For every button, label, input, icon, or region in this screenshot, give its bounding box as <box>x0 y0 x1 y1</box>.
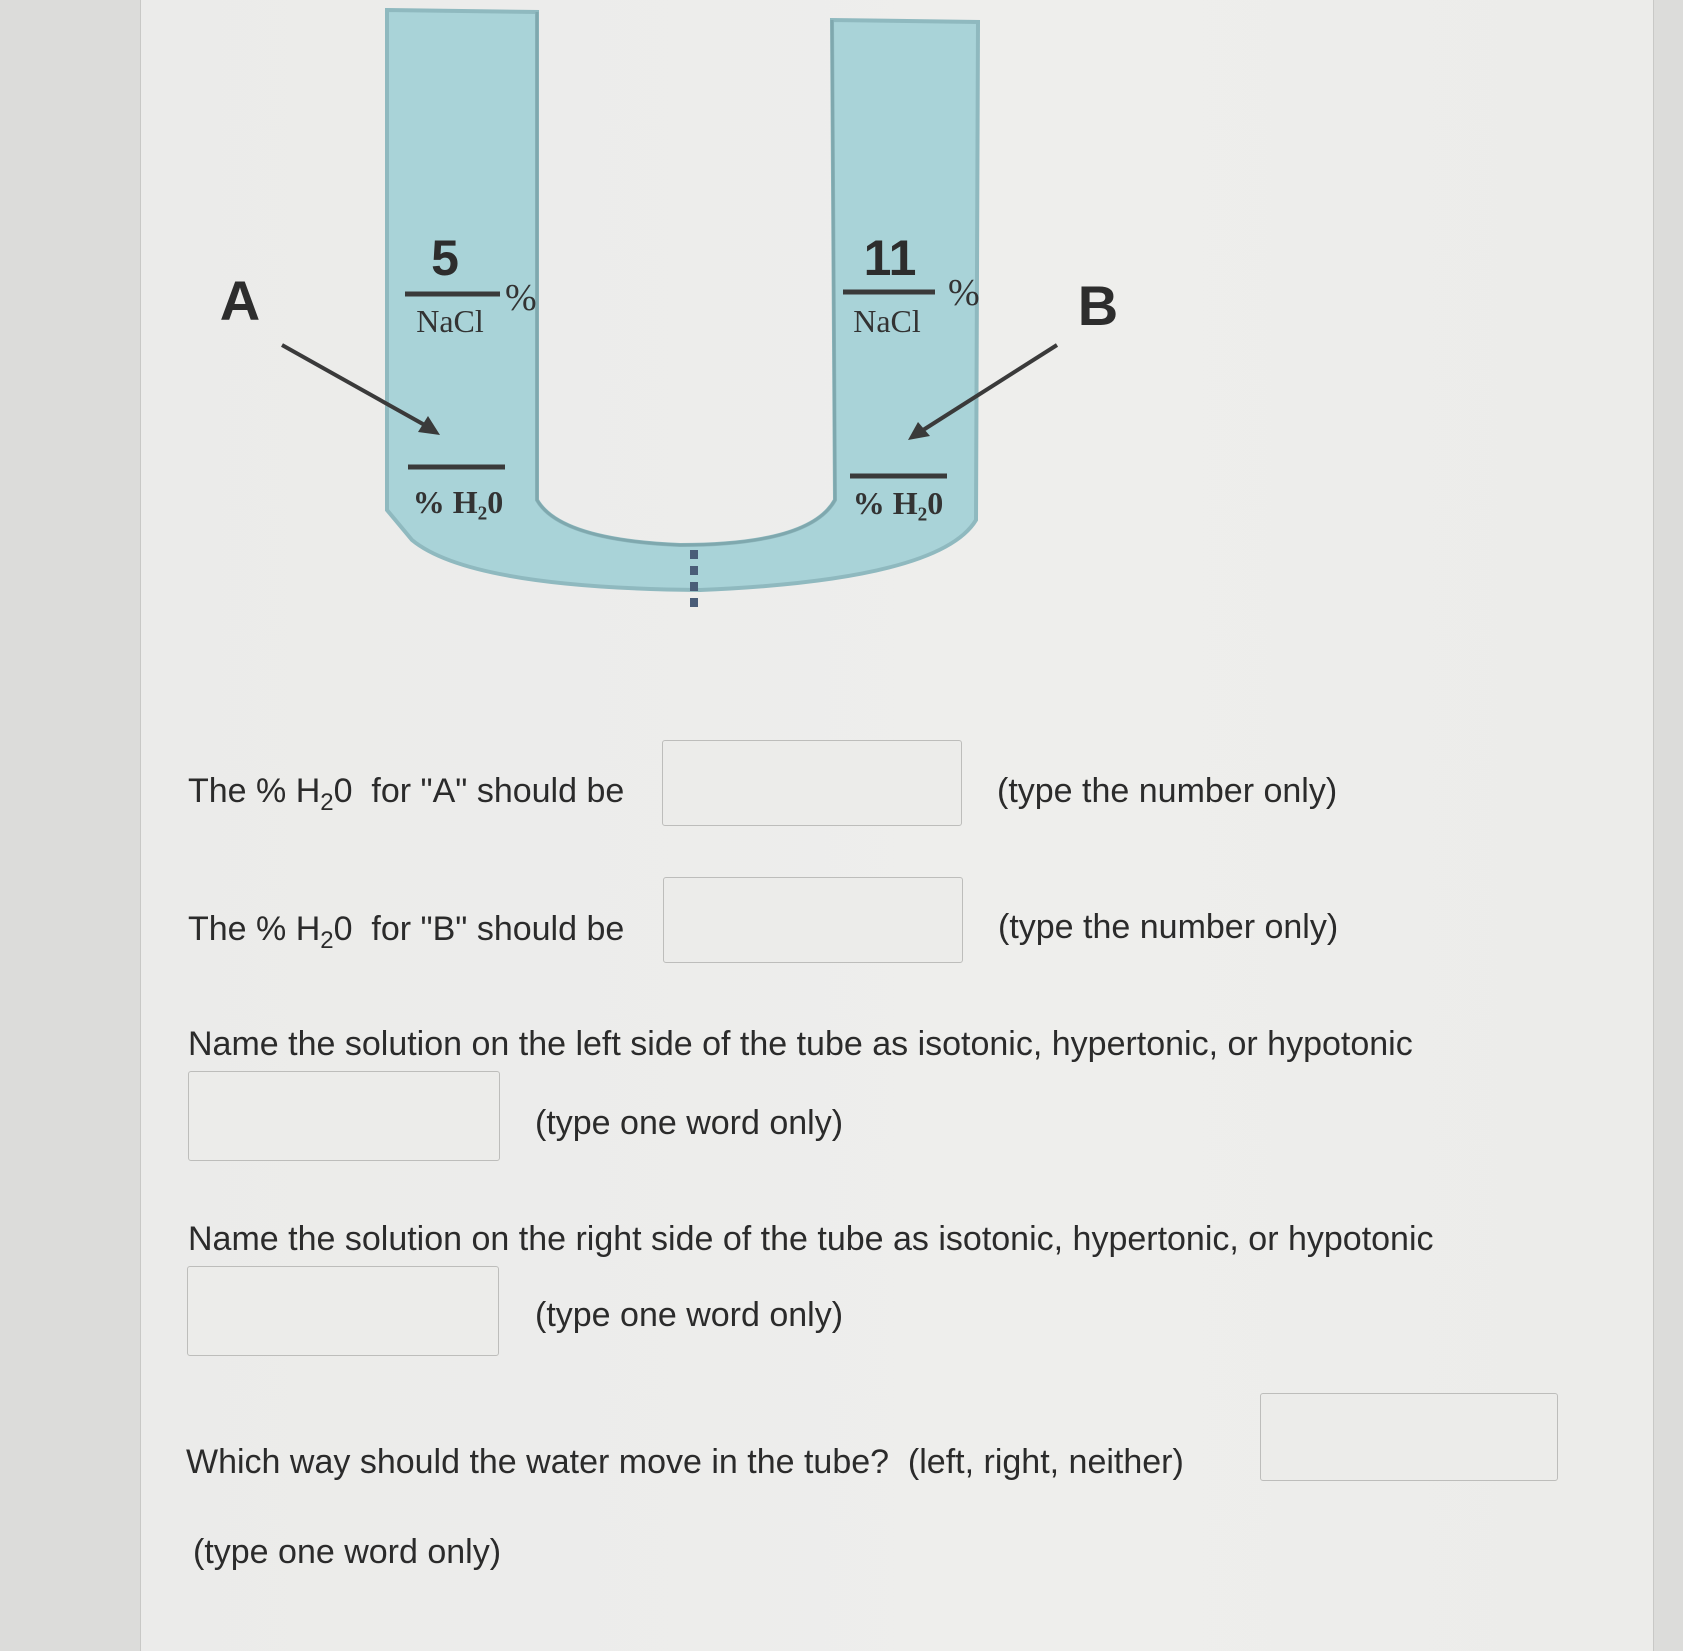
right-h2o-label: % H₂0 <box>852 485 944 521</box>
question-right-tonicity: Name the solution on the right side of the tube as isotonic, hypertonic, or hypotonic <box>188 1220 1434 1258</box>
question-water-direction: Which way should the water move in the tube? (left, right, neither) <box>186 1443 1184 1481</box>
answer-b-h2o-input[interactable] <box>663 877 963 963</box>
question-b-h2o <box>188 910 624 955</box>
question-a-suffix: 0 for "A" should be <box>333 772 625 810</box>
label-a: A <box>219 269 261 332</box>
answer-right-tonicity-input[interactable] <box>187 1266 499 1356</box>
question-a-h2o <box>188 772 624 817</box>
left-percent-sign: % <box>505 277 537 319</box>
left-nacl-value: 5 <box>431 230 459 286</box>
question-b-suffix: 0 for "B" should be <box>333 910 625 948</box>
hint-b-number-only: (type the number only) <box>998 908 1339 946</box>
answer-water-direction-input[interactable] <box>1260 1393 1558 1481</box>
question-b-subscript: 2 <box>320 926 334 954</box>
answer-a-h2o-input[interactable] <box>662 740 962 826</box>
right-percent-sign: % <box>948 272 980 314</box>
left-nacl-label: NaCl <box>416 303 484 339</box>
label-b: B <box>1077 274 1119 337</box>
question-a-subscript: 2 <box>320 788 334 816</box>
hint-water-one-word: (type one word only) <box>193 1533 502 1571</box>
question-b-prefix: The % H <box>188 910 321 948</box>
right-nacl-label: NaCl <box>853 303 921 339</box>
question-a-prefix: The % H <box>188 772 321 810</box>
u-tube-diagram <box>0 0 1683 660</box>
left-h2o-label: % H₂0 <box>412 484 504 520</box>
u-tube-inner-edge <box>537 12 835 545</box>
hint-a-number-only: (type the number only) <box>997 772 1338 810</box>
right-nacl-value: 11 <box>863 230 917 286</box>
answer-left-tonicity-input[interactable] <box>188 1071 500 1161</box>
hint-right-one-word: (type one word only) <box>535 1296 844 1334</box>
hint-left-one-word: (type one word only) <box>535 1104 844 1142</box>
question-left-tonicity: Name the solution on the left side of the tube as isotonic, hypertonic, or hypotonic <box>188 1025 1413 1063</box>
